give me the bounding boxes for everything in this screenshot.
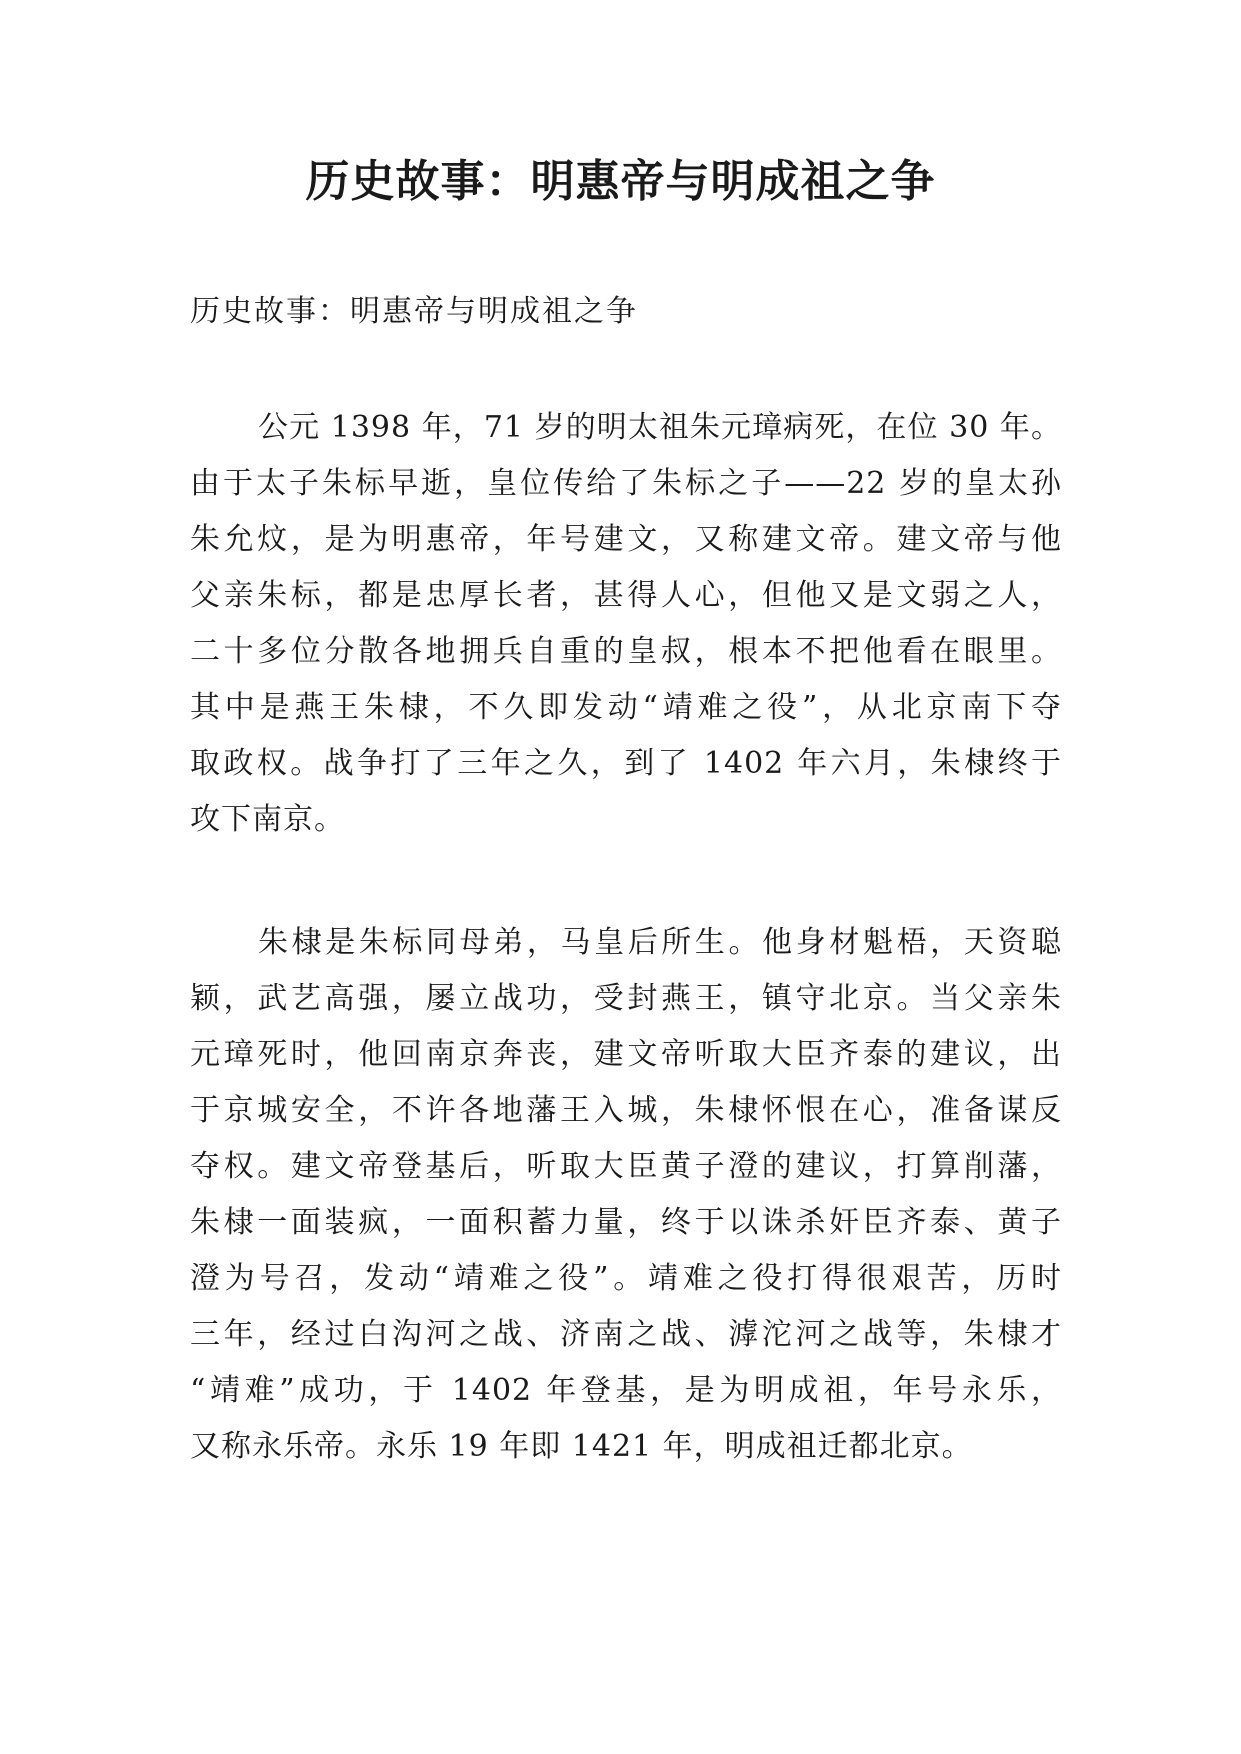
paragraph-2 bbox=[190, 915, 1062, 1475]
text-line: 其中是燕王朱棣，不久即发动“靖难之役”，从北京南下夺 bbox=[190, 690, 1062, 725]
text-line: 父亲朱标，都是忠厚长者，甚得人心，但他又是文弱之人， bbox=[190, 578, 1062, 613]
text-line: 朱棣是朱标同母弟，马皇后所生。他身材魁梧，天资聪 bbox=[258, 925, 1062, 960]
text-line: 颖，武艺高强，屡立战功，受封燕王，镇守北京。当父亲朱 bbox=[190, 981, 1062, 1016]
paragraph-1 bbox=[190, 400, 1062, 848]
text-line: 澄为号召，发动“靖难之役”。靖难之役打得很艰苦，历时 bbox=[190, 1261, 1062, 1296]
text-line: 攻下南京。 bbox=[190, 802, 345, 837]
document-subtitle: 历史故事：明惠帝与明成祖之争 bbox=[190, 294, 638, 329]
text-line: 二十多位分散各地拥兵自重的皇叔，根本不把他看在眼里。 bbox=[190, 634, 1062, 669]
text-line: 公元 1398 年，71 岁的明太祖朱元璋病死，在位 30 年。 bbox=[258, 410, 1062, 445]
text-line: 朱棣一面装疯，一面积蓄力量，终于以诛杀奸臣齐泰、黄子 bbox=[190, 1205, 1062, 1240]
text-line: 又称永乐帝。永乐 19 年即 1421 年，明成祖迁都北京。 bbox=[190, 1429, 973, 1464]
text-line: 元璋死时，他回南京奔丧，建文帝听取大臣齐泰的建议，出 bbox=[190, 1037, 1062, 1072]
text-line: 夺权。建文帝登基后，听取大臣黄子澄的建议，打算削藩， bbox=[190, 1149, 1062, 1184]
document-title: 历史故事：明惠帝与明成祖之争 bbox=[305, 156, 936, 207]
text-line: 取政权。战争打了三年之久，到了 1402 年六月，朱棣终于 bbox=[190, 746, 1062, 781]
text-line: 朱允炆，是为明惠帝，年号建文，又称建文帝。建文帝与他 bbox=[190, 522, 1062, 557]
text-line: 三年，经过白沟河之战、济南之战、滹沱河之战等，朱棣才 bbox=[190, 1317, 1062, 1352]
text-line: “靖难”成功，于 1402 年登基，是为明成祖，年号永乐， bbox=[190, 1373, 1062, 1408]
text-line: 由于太子朱标早逝，皇位传给了朱标之子——22 岁的皇太孙 bbox=[190, 466, 1062, 501]
text-line: 于京城安全，不许各地藩王入城，朱棣怀恨在心，准备谋反 bbox=[190, 1093, 1062, 1128]
